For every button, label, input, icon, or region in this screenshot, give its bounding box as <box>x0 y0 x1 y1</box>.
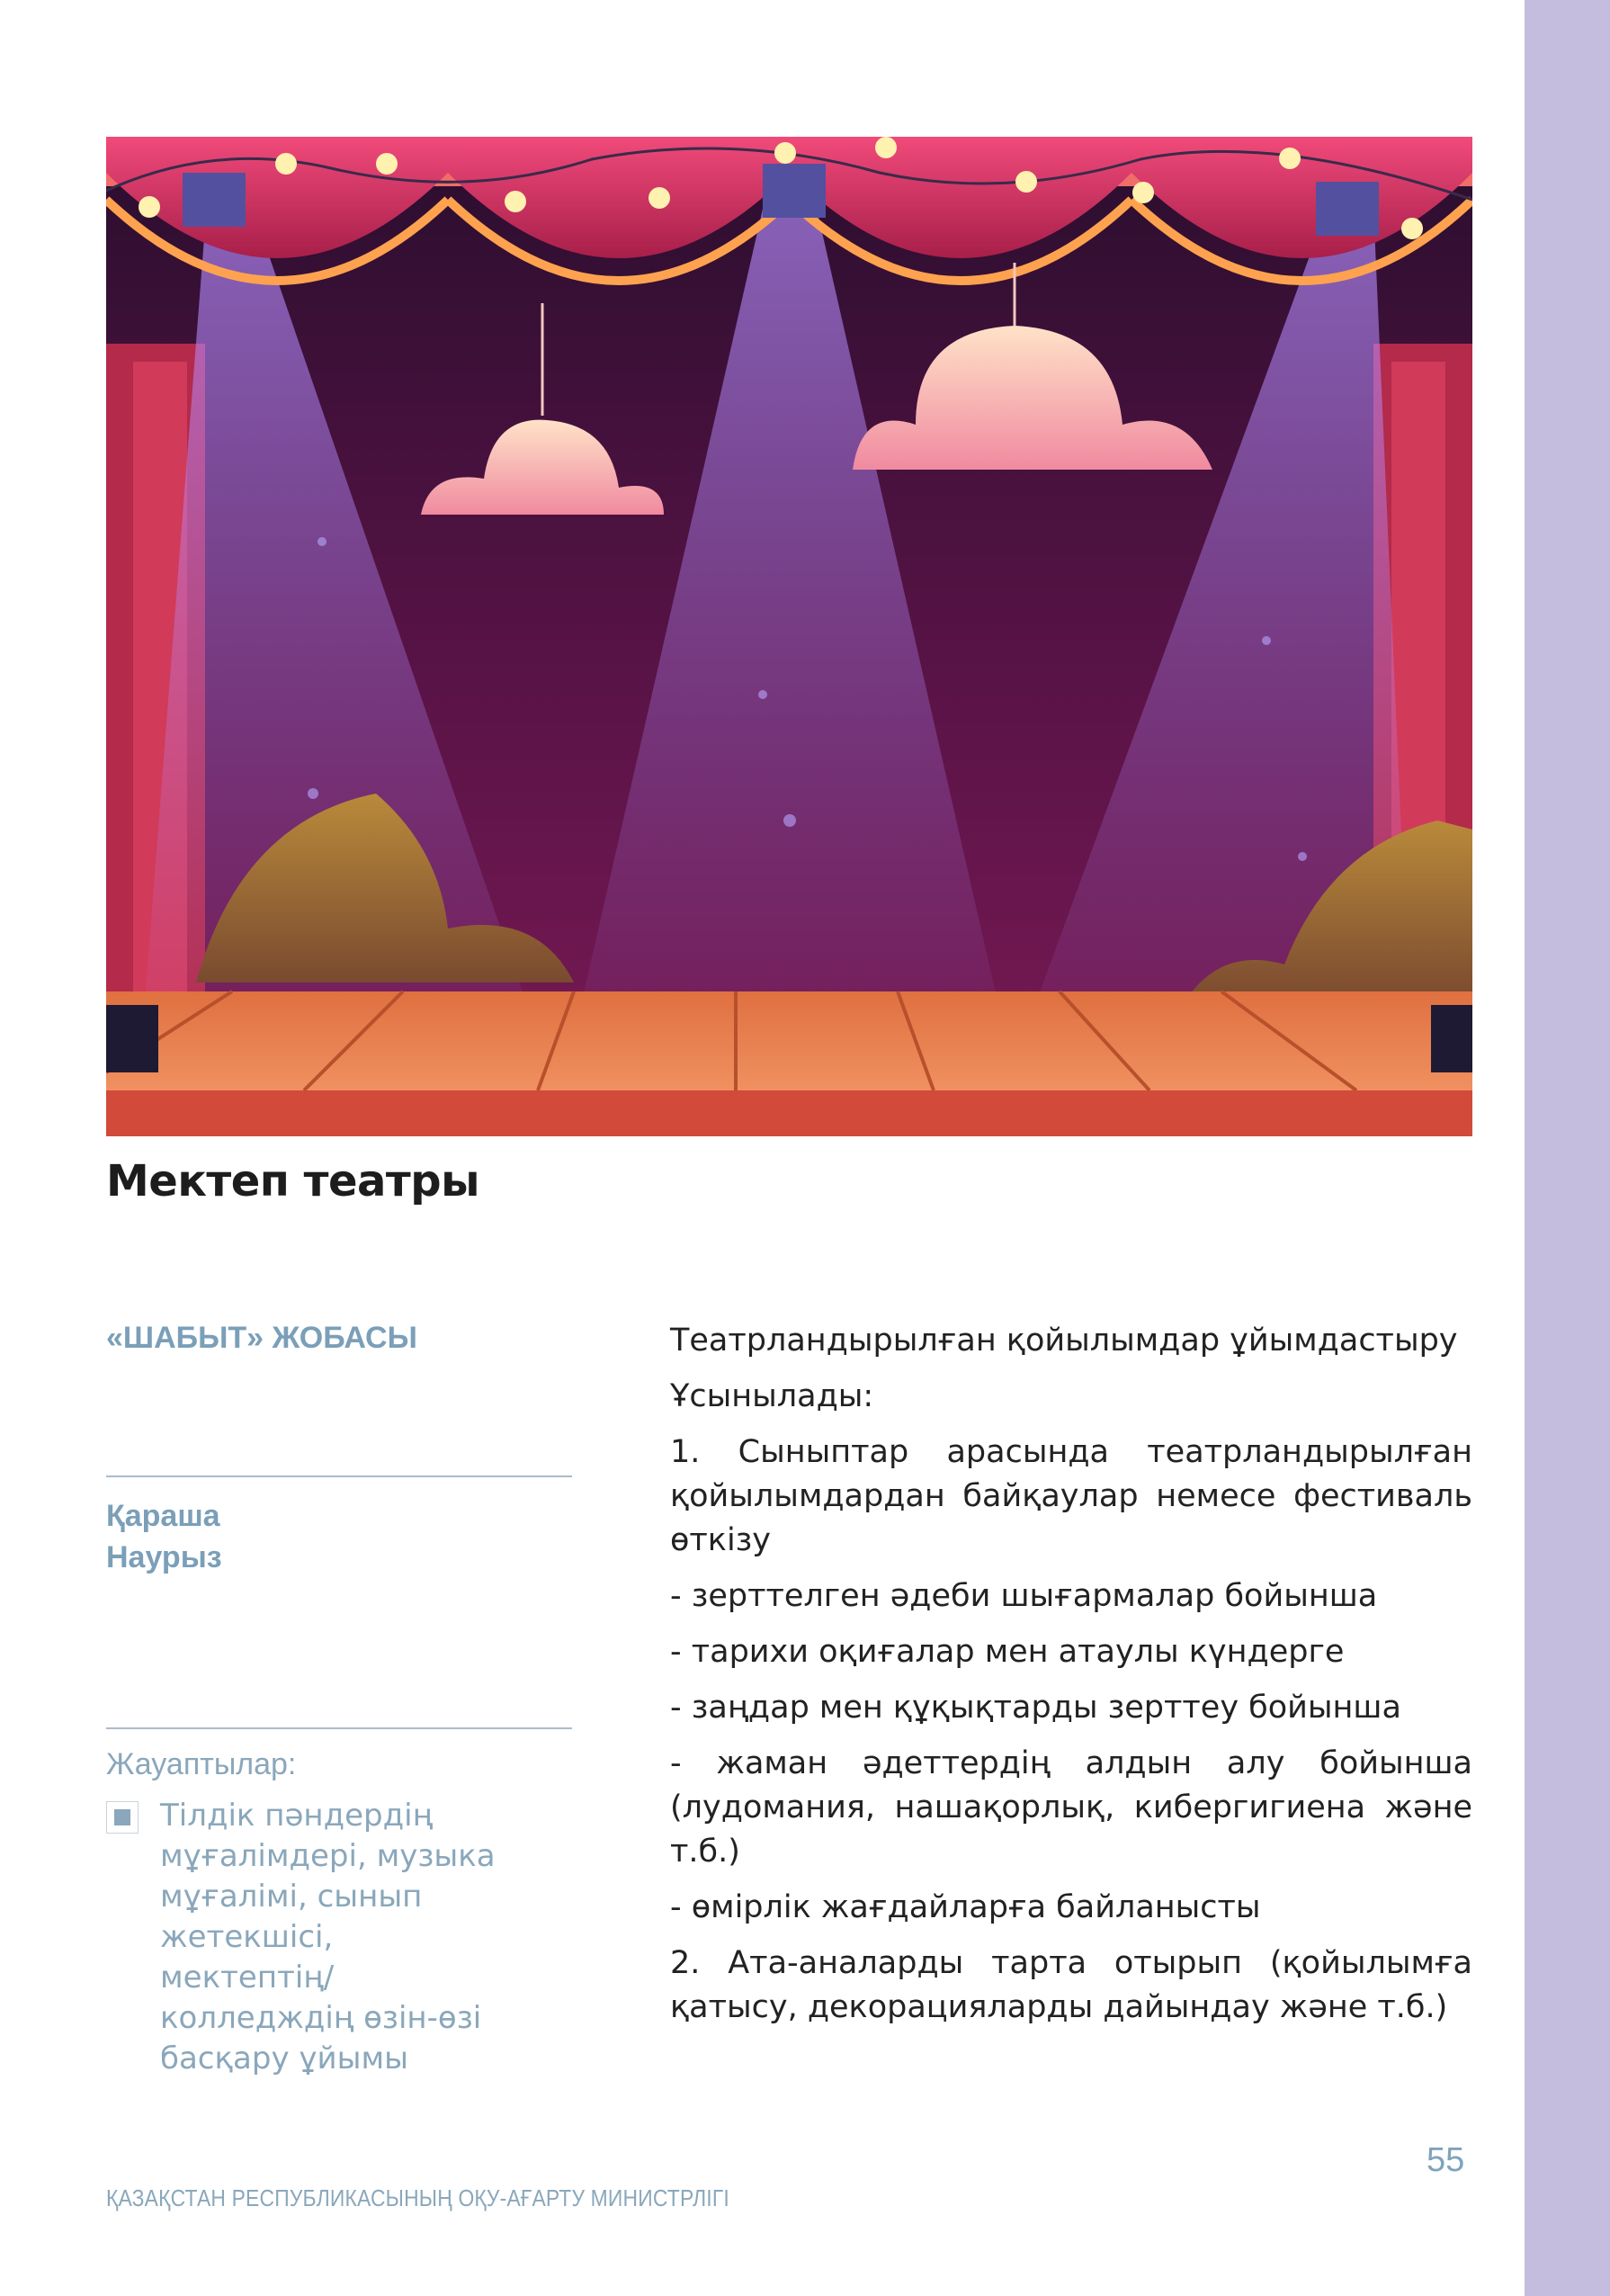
square-bullet-icon <box>106 1801 139 1834</box>
list-item: - тарихи оқиғалар мен атаулы күндерге <box>670 1634 1345 1670</box>
side-color-strip <box>1525 0 1610 2296</box>
footer-ministry: ҚАЗАҚСТАН РЕСПУБЛИКАСЫНЫҢ ОҚУ-АҒАРТУ МИНИСТРЛІГІ <box>106 2184 729 2211</box>
paragraph: Театрландырылған қойылымдар ұйымдастыру <box>670 1323 1458 1359</box>
responsible-item <box>106 1796 592 2079</box>
paragraph: 1. Сыныптар арасында театрландырылған қойылымдардан байқаулар немесе фестиваль өткізу <box>670 1434 1472 1558</box>
list-item: - өмірлік жағдайларға байланысты <box>670 1889 1261 1925</box>
divider <box>106 1727 572 1729</box>
month-item: Қараша <box>106 1499 220 1533</box>
page-number: 55 <box>1427 2141 1465 2179</box>
months-list <box>106 1495 222 1578</box>
page-title: Мектеп театры <box>106 1156 479 1206</box>
responsible-text: Тілдік пәндердің мұғалімдері, музыка мұғалімі, сынып жетекшісі, мектептің/ колледждің өзін-өзі басқару ұйымы <box>160 1798 496 2076</box>
list-item: - зерттелген әдеби шығармалар бойынша <box>670 1578 1378 1614</box>
month-item: Наурыз <box>106 1540 222 1574</box>
paragraph: Ұсынылады: <box>670 1378 874 1414</box>
divider <box>106 1475 572 1477</box>
list-item: - жаман әдеттердің алдын алу бойынша (лудомания, нашақорлық, кибергигиена және т.б.) <box>670 1745 1472 1870</box>
main-text <box>670 1319 1472 2041</box>
paragraph: 2. Ата-аналарды тарта отырып (қойылымға қатысу, декорацияларды дайындау және т.б.) <box>670 1945 1472 2025</box>
theatre-stage-illustration <box>106 137 1472 1136</box>
list-item: - заңдар мен құқықтарды зерттеу бойынша <box>670 1690 1401 1726</box>
project-label: «ШАБЫТ» ЖОБАСЫ <box>106 1321 417 1355</box>
responsible-label: Жауаптылар: <box>106 1747 297 1781</box>
